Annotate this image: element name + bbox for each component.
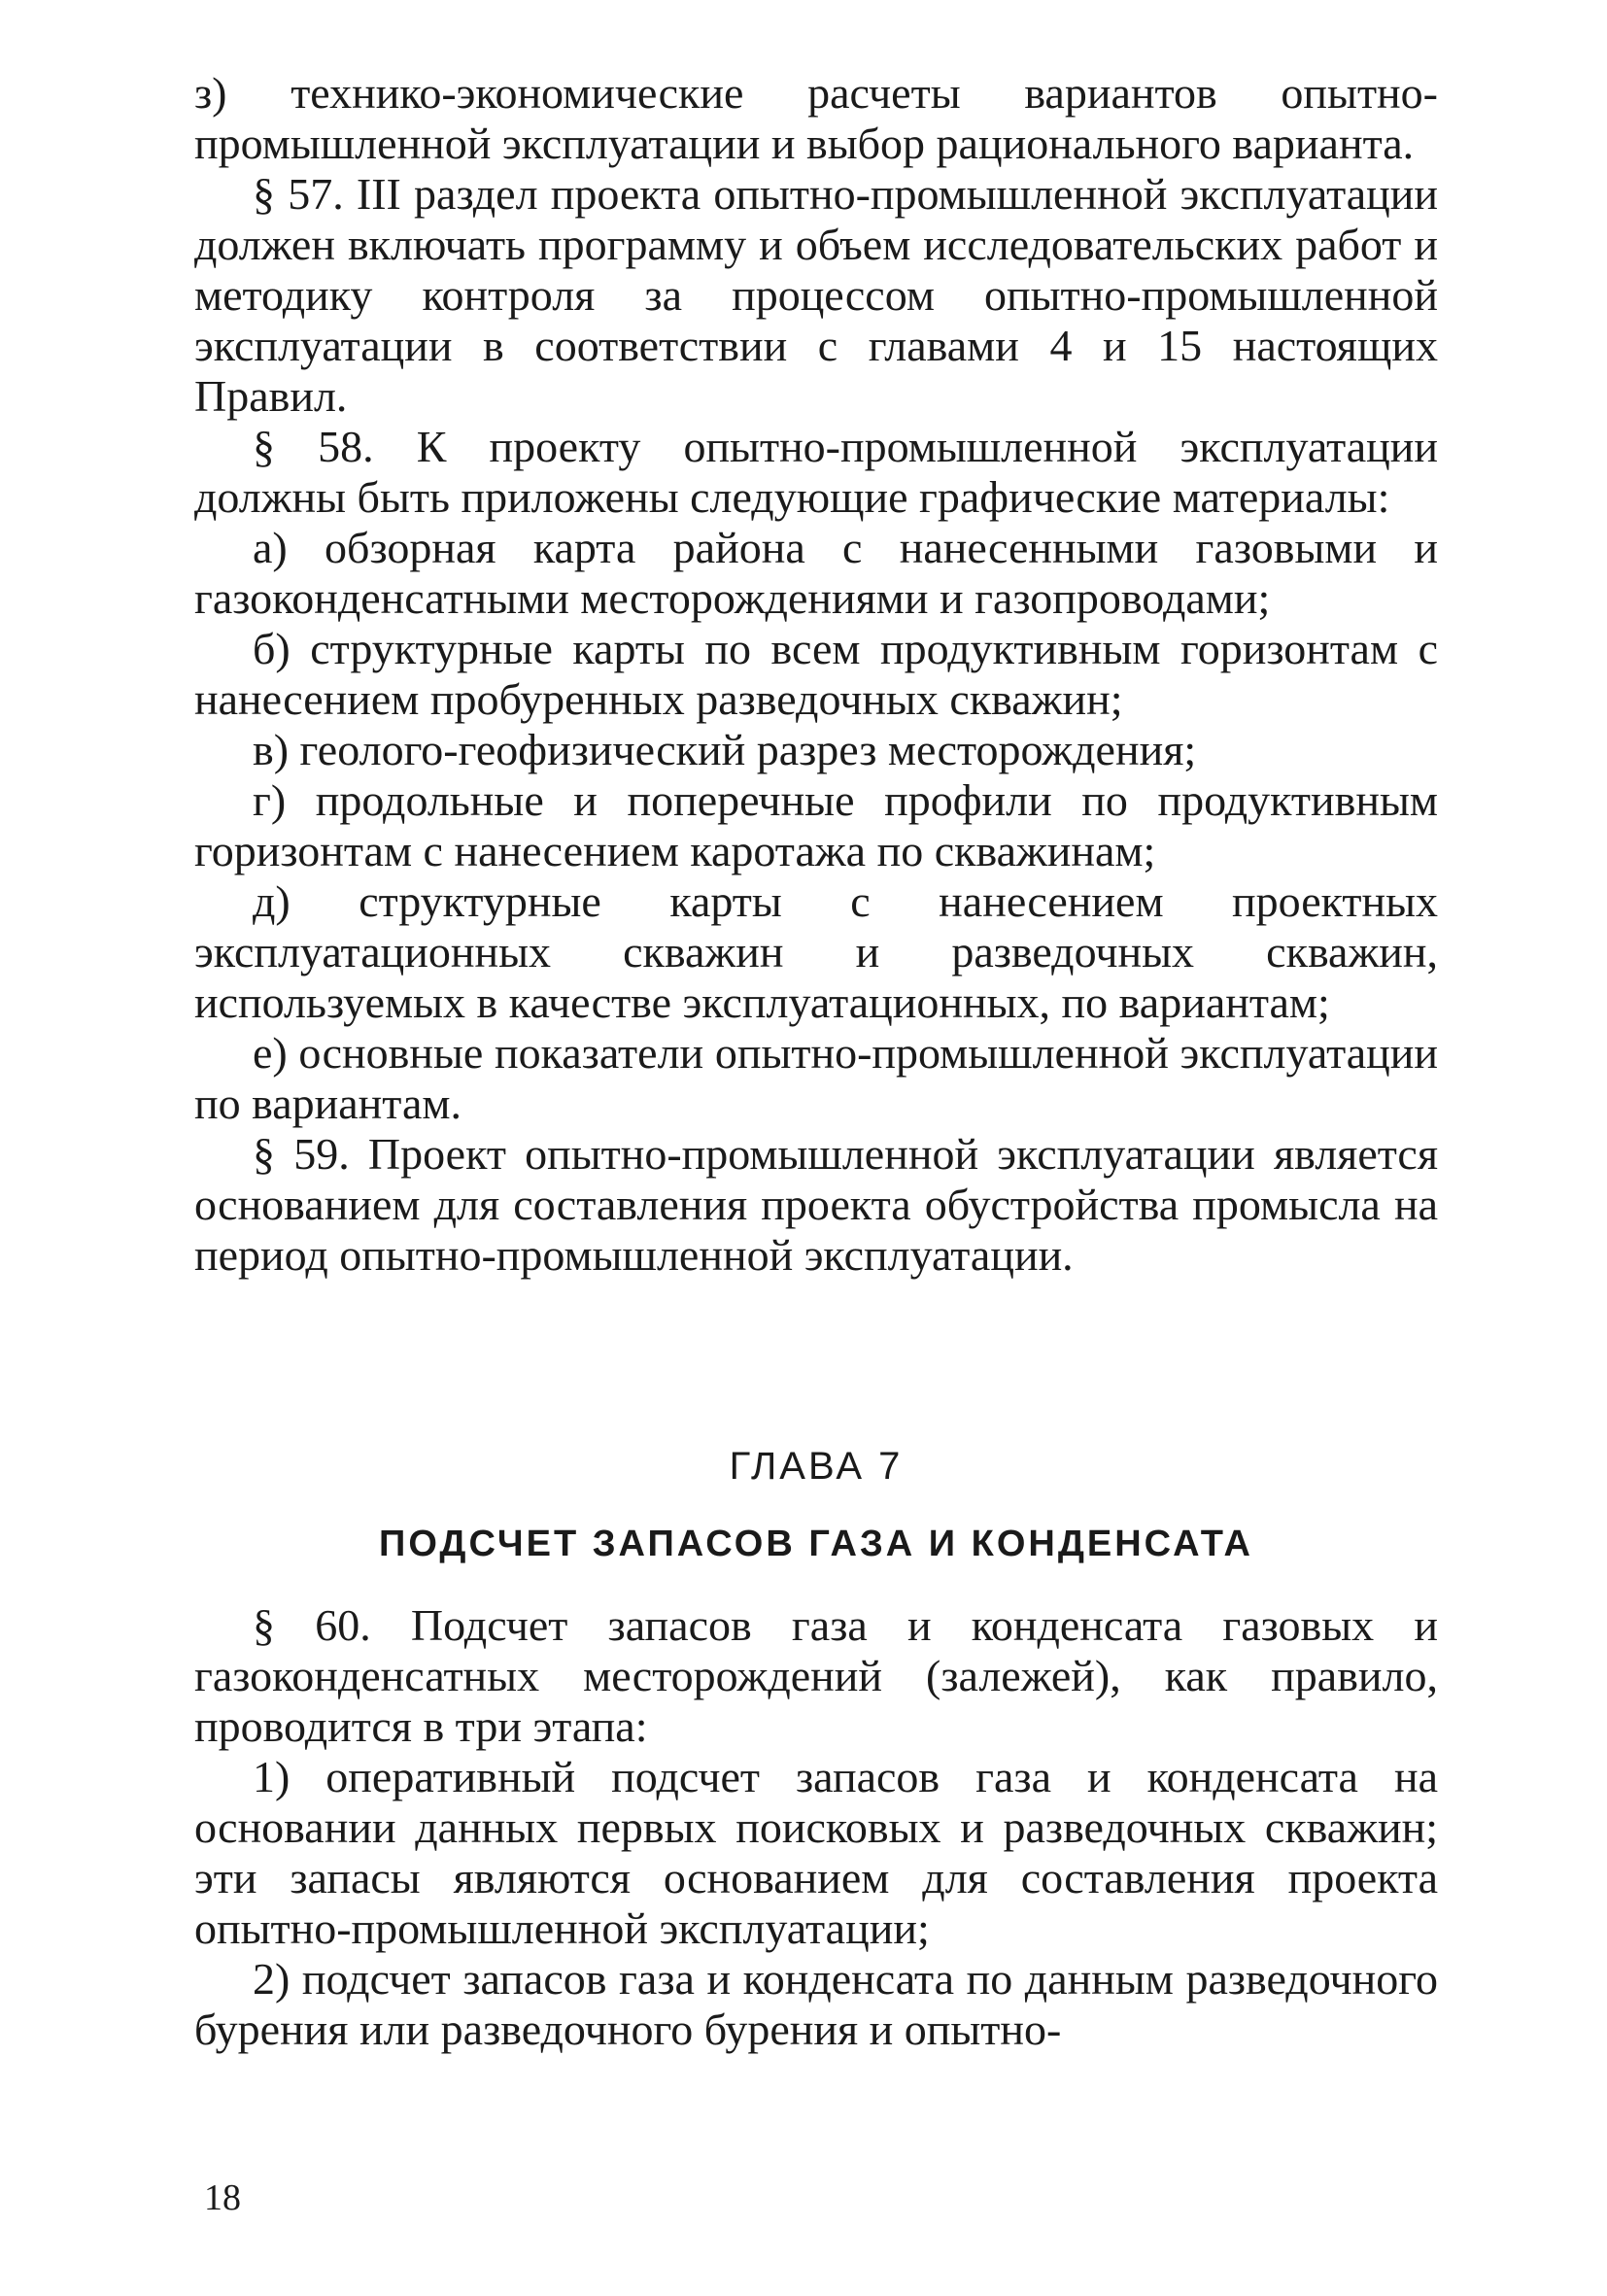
- paragraph-58-item-b: б) структурные карты по всем продуктивным горизонтам с нанесением пробуренных разведочных скважин;: [194, 624, 1438, 724]
- paragraph-58-item-d: д) структурные карты с нанесением проектных эксплуатационных скважин и разведочных скважин, используемых в качестве эксплуатационных, по вариантам;: [194, 876, 1438, 1027]
- paragraph-60-item-2: 2) подсчет запасов газа и конденсата по данным разведочного бурения или разведочного бурения и опытно-: [194, 1954, 1438, 2054]
- document-page: [194, 68, 1438, 2264]
- paragraph-58-item-a: а) обзорная карта района с нанесенными газовыми и газоконденсатными месторождениями и газопроводами;: [194, 523, 1438, 623]
- paragraph-60-item-1: 1) оперативный подсчет запасов газа и конденсата на основании данных первых поисковых и разведочных скважин; эти запасы являются основанием для составления проекта опытно-промышленной эксплуатации;: [194, 1752, 1438, 1953]
- chapter-heading: [194, 1441, 1438, 1569]
- chapter-number: ГЛАВА 7: [729, 1445, 904, 1488]
- paragraph-58-item-e: е) основные показатели опытно-промышленной эксплуатации по вариантам.: [194, 1028, 1438, 1128]
- paragraph-59: § 59. Проект опытно-промышленной эксплуатации является основанием для составления проекта обустройства промысла на период опытно-промышленной эксплуатации.: [194, 1129, 1438, 1280]
- page-number: 18: [204, 2177, 241, 2218]
- item-z-continuation: з) технико-экономические расчеты вариантов опытно-промышленной эксплуатации и выбор рационального варианта.: [194, 68, 1438, 168]
- paragraph-58-intro: § 58. К проекту опытно-промышленной эксплуатации должны быть приложены следующие графические материалы:: [194, 422, 1438, 522]
- paragraph-58-item-g: г) продольные и поперечные профили по продуктивным горизонтам с нанесением каротажа по скважинам;: [194, 775, 1438, 875]
- paragraph-57: § 57. III раздел проекта опытно-промышленной эксплуатации должен включать программу и объем исследовательских работ и методику контроля за процессом опытно-промышленной эксплуатации в соответствии с главами 4 и 15 настоящих Правил.: [194, 169, 1438, 421]
- paragraph-58-item-v: в) геолого-геофизический разрез месторождения;: [253, 725, 1197, 774]
- chapter-title: ПОДСЧЕТ ЗАПАСОВ ГАЗА И КОНДЕНСАТА: [379, 1524, 1253, 1564]
- paragraph-60-intro: § 60. Подсчет запасов газа и конденсата газовых и газоконденсатных месторождений (залежей), как правило, проводится в три этапа:: [194, 1600, 1438, 1751]
